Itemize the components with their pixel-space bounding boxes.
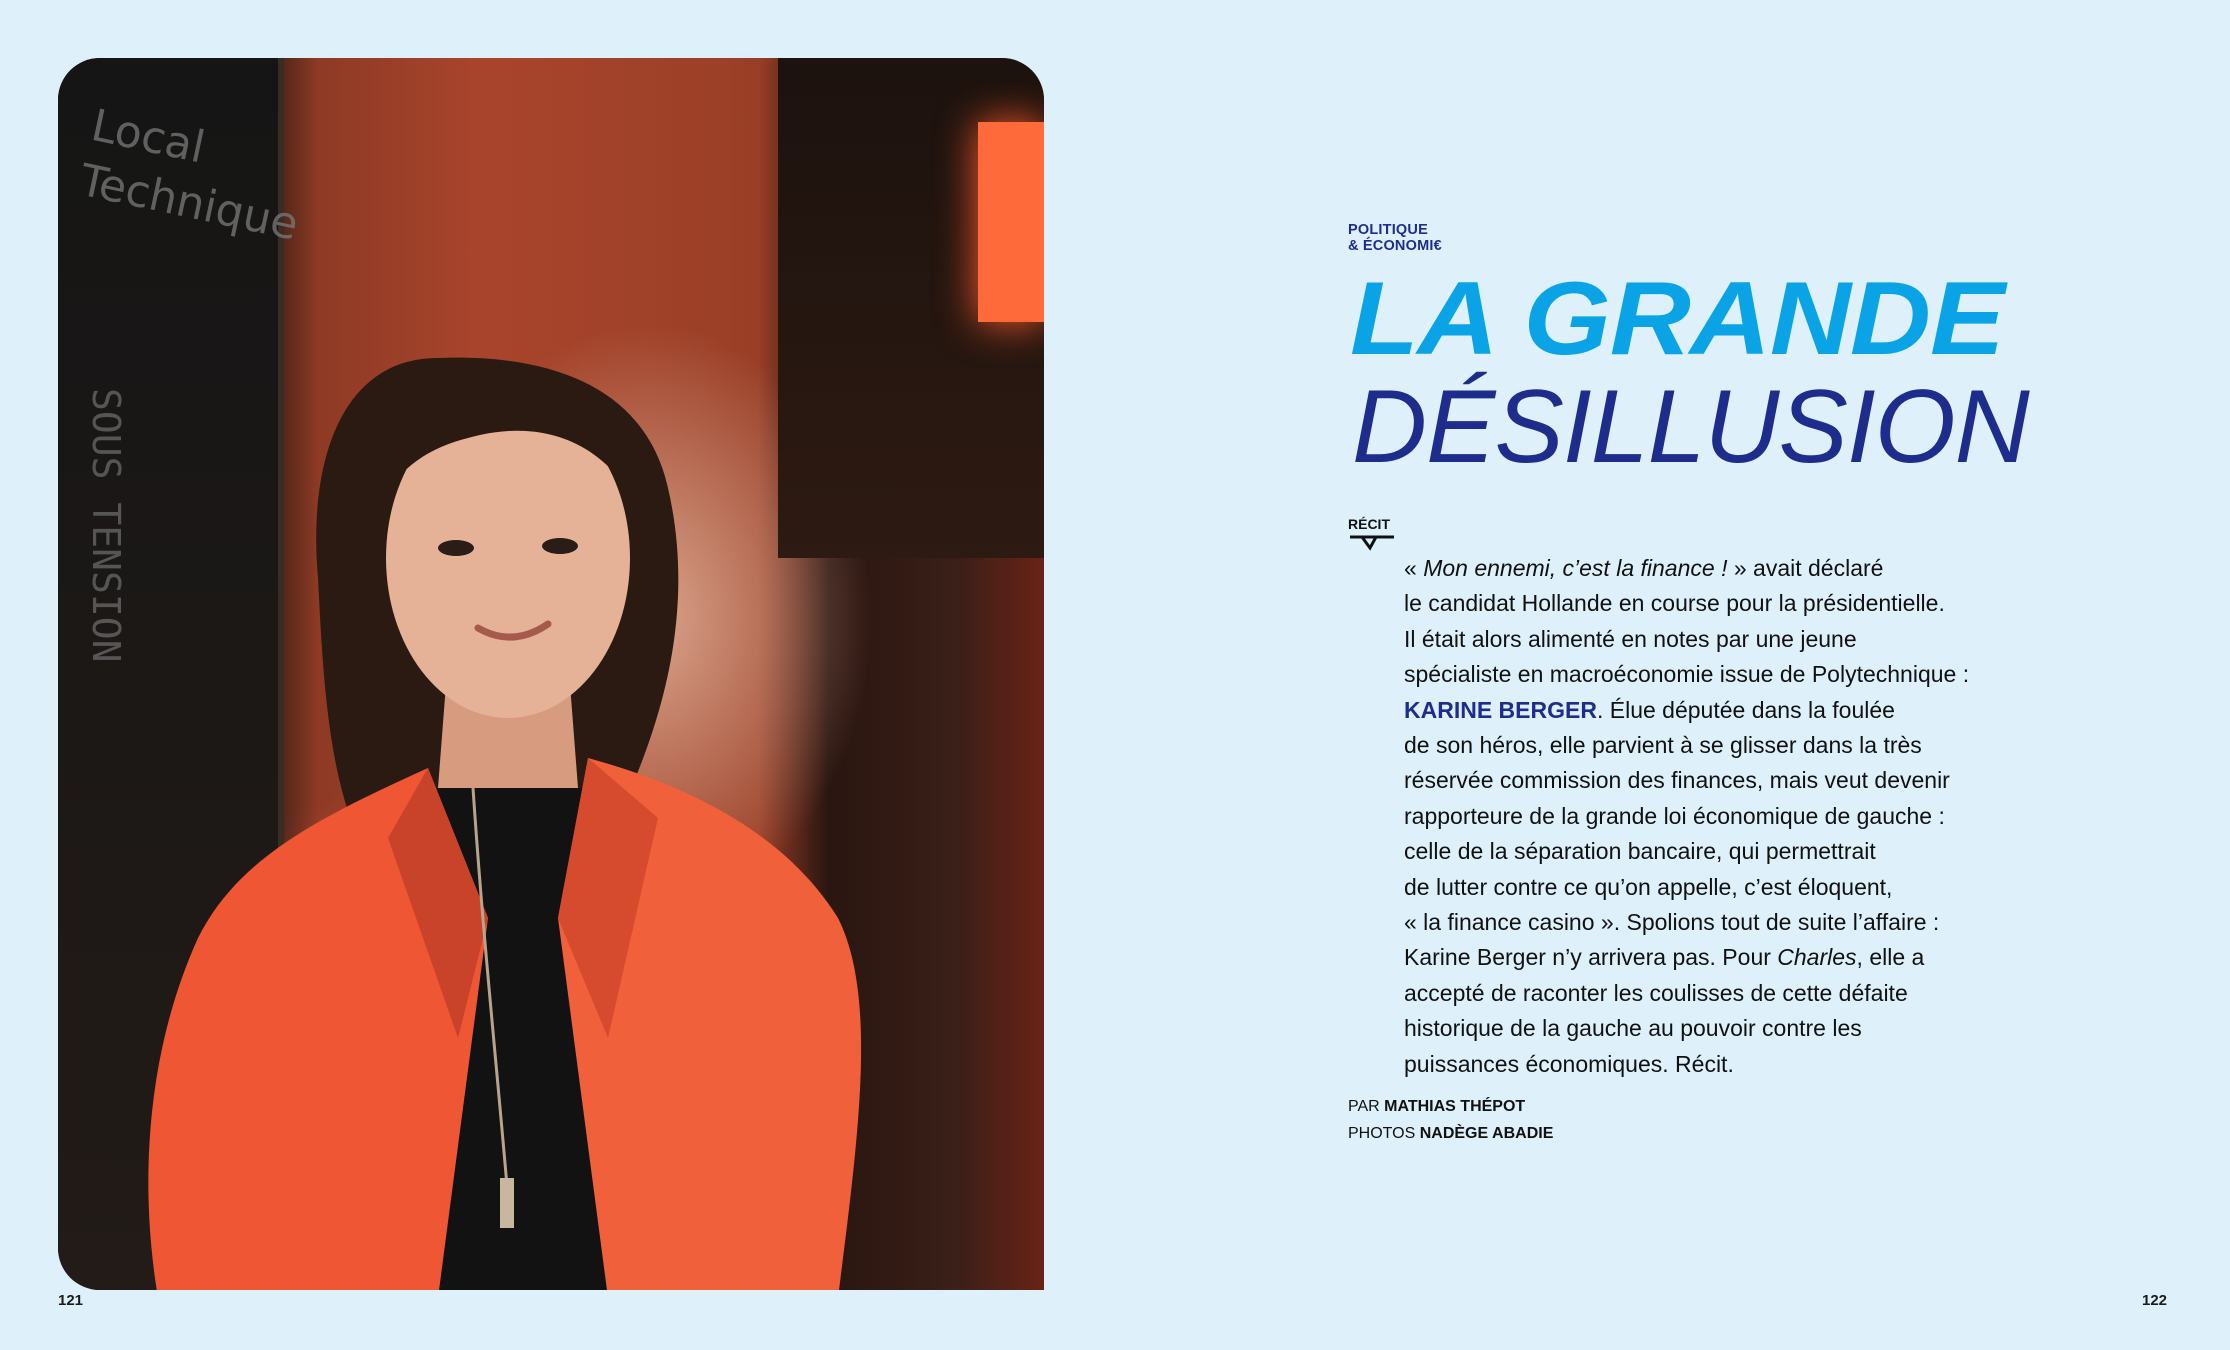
photographer-name: NADÈGE ABADIE [1419, 1125, 1554, 1142]
intro-paragraph [1404, 551, 2044, 1082]
body-part-1: » avait déclaré le candidat Hollande en course pour la présidentielle. Il était alors alimenté en notes par une jeune spécialiste en macroéconomie issue de Polytechnique : [1404, 555, 1970, 688]
rubric-line-1: POLITIQUE [1348, 222, 1428, 238]
woman-figure [138, 318, 998, 1290]
page-number-left: 121 [58, 1292, 84, 1309]
quote-open: « [1404, 555, 1424, 581]
sign-text-technique: Local Technique [75, 99, 303, 251]
speech-bubble-icon [1348, 534, 1396, 552]
quote-italic: Mon ennemi, c’est la finance ! [1423, 555, 1728, 581]
photos-credit [1348, 1120, 1553, 1147]
genre-label: RÉCIT [1348, 516, 1390, 532]
sign-text-tension: SOUS TENSION [84, 388, 128, 663]
body-part-2: . Élue députée dans la foulée de son héros, elle parvient à se glisser dans la très réservée commission des finances, mais veut devenir rapporteure de la grande loi économique de gauche : celle de la séparation bancaire, qui permettrait de lutter contre ce qu’on appelle, c’est éloquent, « la finance casino ». Spolions tout de suite l’affaire : Karine Berger n’y arrivera pas. Pour [1404, 696, 1950, 971]
credits [1348, 1093, 1553, 1147]
rubric-line-2: & ÉCONOMI€ [1348, 238, 1442, 254]
headline-line-1: LA GRANDE [1350, 261, 2004, 377]
author-credit [1348, 1093, 1553, 1120]
magazine-name: Charles [1777, 944, 1857, 971]
author-prefix: PAR [1348, 1098, 1385, 1115]
page-number-right: 122 [2142, 1292, 2168, 1309]
photos-prefix: PHOTOS [1348, 1125, 1420, 1142]
window-light [978, 122, 1044, 322]
section-rubric [1348, 222, 1442, 254]
body-part-3: , elle a accepté de raconter les coulisses de cette défaite historique de la gauche au pouvoir contre les puissances économiques. Récit. [1404, 944, 1925, 1077]
portrait-photo [58, 58, 1044, 1290]
highlight-name: KARINE BERGER [1404, 696, 1597, 723]
headline-line-2: DÉSILLUSION [1352, 369, 2029, 485]
author-name: MATHIAS THÉPOT [1384, 1098, 1526, 1115]
